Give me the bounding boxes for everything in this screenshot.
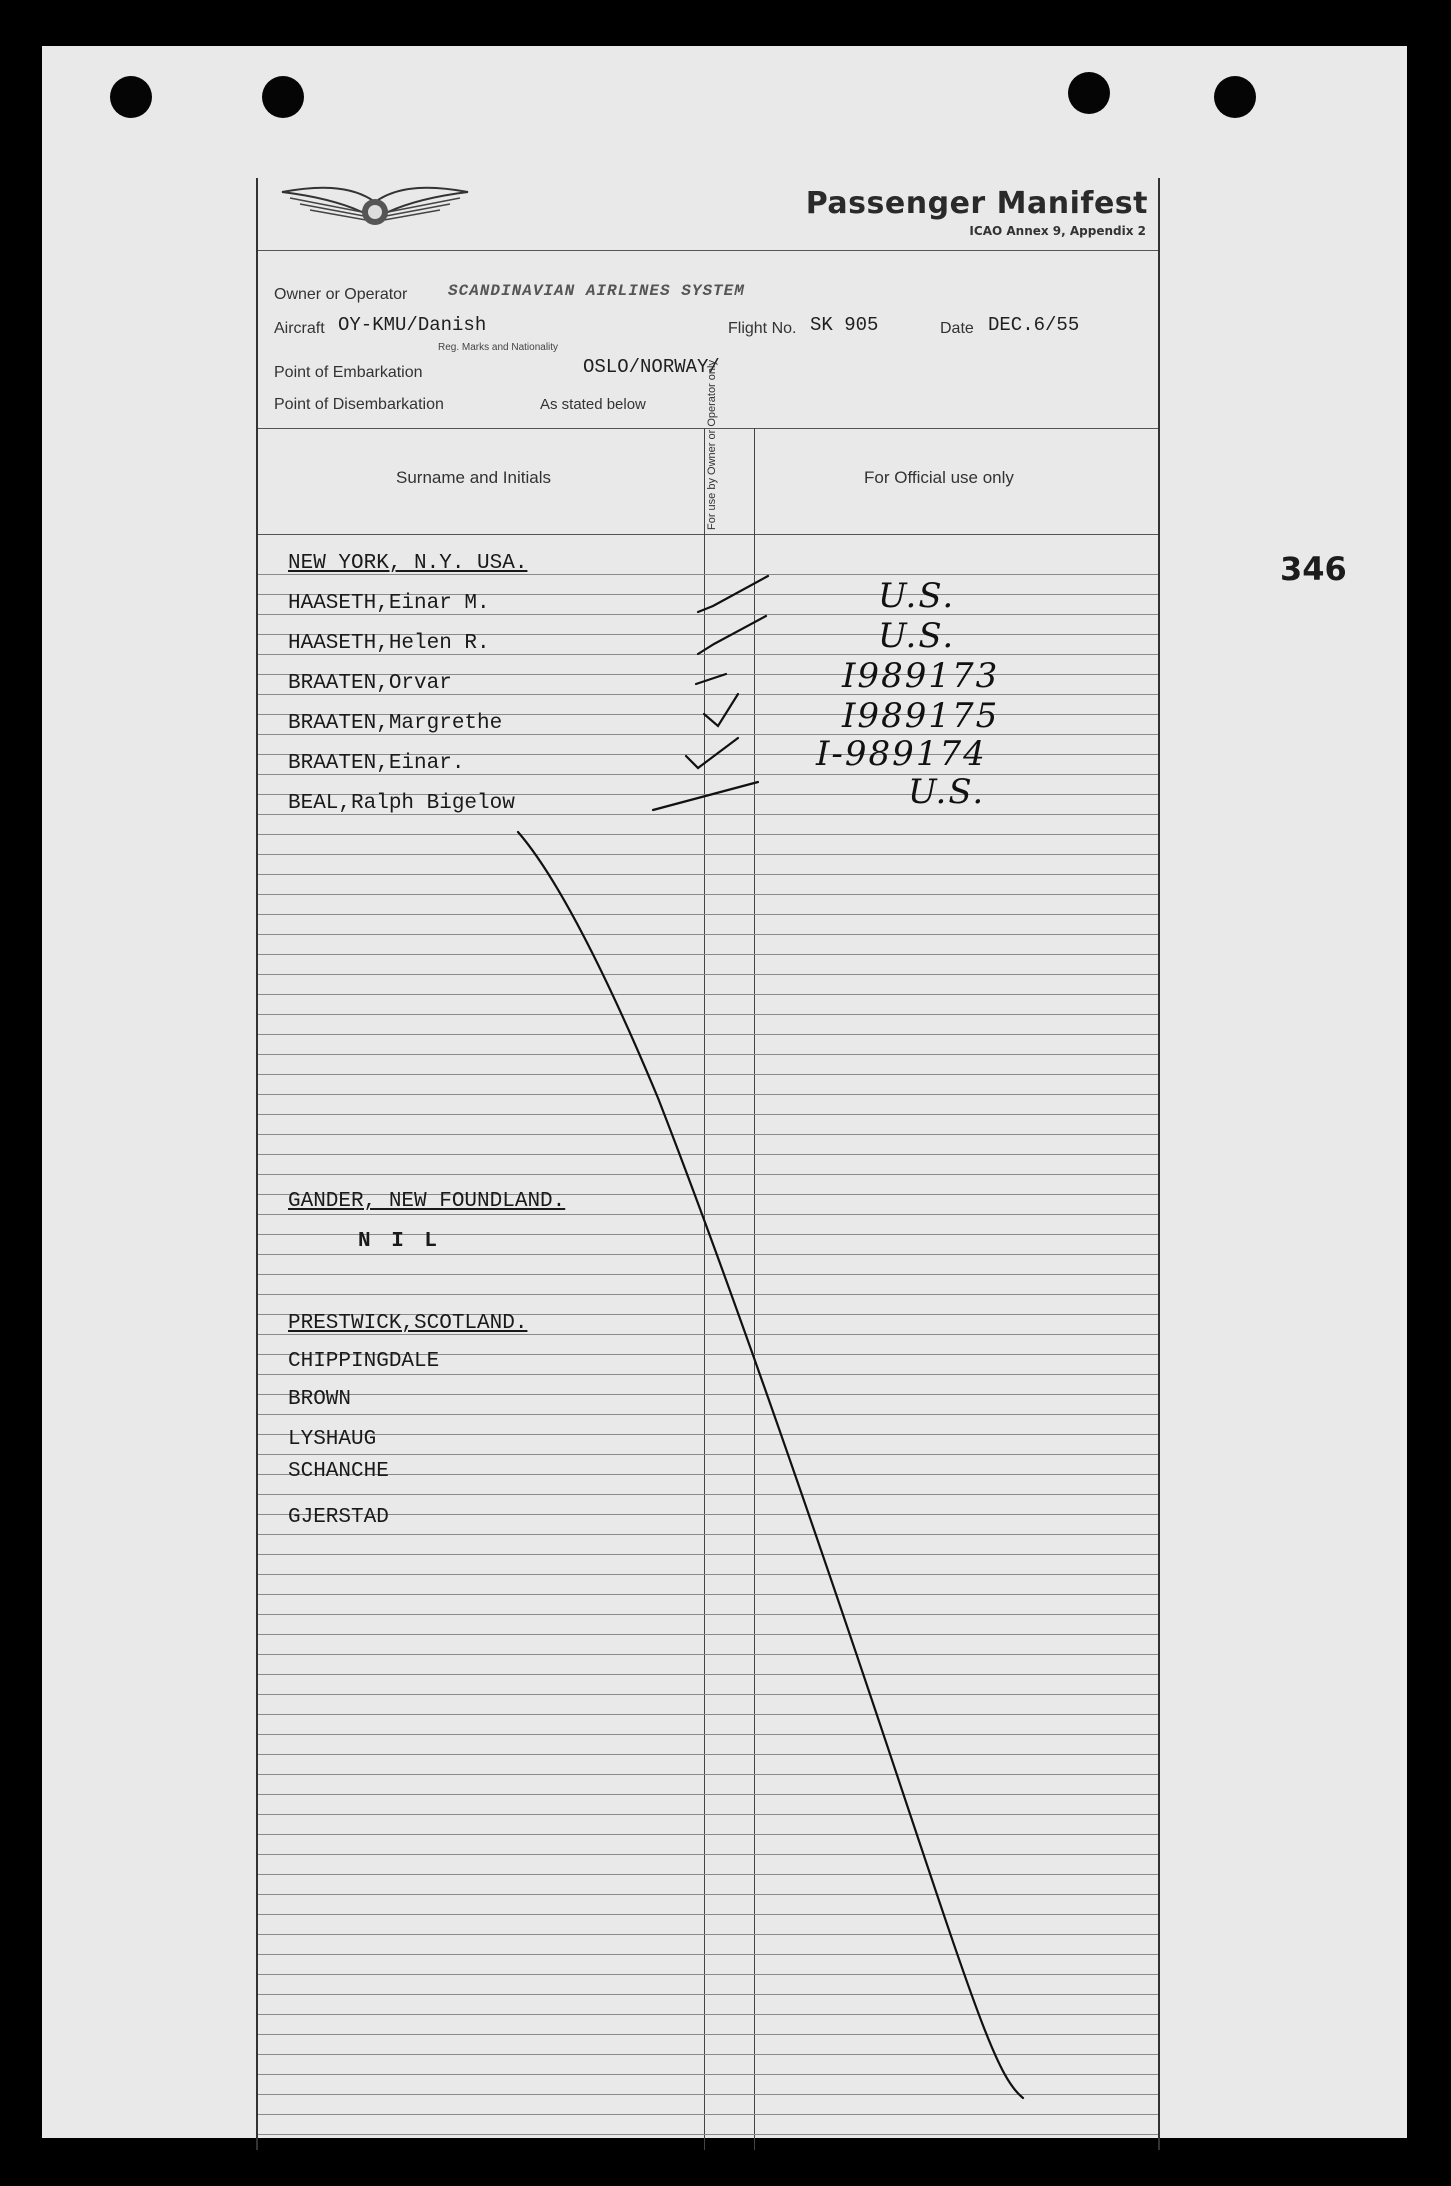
ruled-line — [258, 1014, 1158, 1015]
owner-use-column-header: For use by Owner or Operator only — [706, 360, 718, 530]
aircraft-value: OY-KMU/Danish — [338, 314, 487, 336]
manifest-subtitle: ICAO Annex 9, Appendix 2 — [969, 224, 1146, 238]
ruled-line — [258, 1534, 1158, 1535]
owner-value: SCANDINAVIAN AIRLINES SYSTEM — [448, 282, 745, 300]
ruled-line — [258, 1714, 1158, 1715]
ruled-line — [258, 2034, 1158, 2035]
nil-entry: N I L — [358, 1230, 442, 1253]
ruled-line — [258, 1674, 1158, 1675]
destination-heading-new-york: NEW YORK, N.Y. USA. — [288, 552, 528, 575]
ruled-line — [258, 1034, 1158, 1035]
ruled-line — [258, 1054, 1158, 1055]
ruled-line — [258, 1294, 1158, 1295]
ruled-line — [258, 934, 1158, 935]
ruled-line — [258, 1134, 1158, 1135]
ruled-line — [258, 1474, 1158, 1475]
official-note: I989175 — [842, 696, 1000, 736]
date-label: Date — [940, 320, 974, 337]
official-note: I-989174 — [816, 734, 987, 774]
ruled-line — [258, 894, 1158, 895]
ruled-line — [258, 1974, 1158, 1975]
ruled-line — [258, 2014, 1158, 2015]
passenger-entry: GJERSTAD — [288, 1506, 389, 1529]
ruled-line — [258, 954, 1158, 955]
passenger-entry: SCHANCHE — [288, 1460, 389, 1483]
passenger-entry: BEAL,Ralph Bigelow — [288, 792, 515, 815]
ruled-line — [258, 2074, 1158, 2075]
ruled-line — [258, 1734, 1158, 1735]
ruled-line — [258, 1094, 1158, 1095]
ruled-line — [258, 1994, 1158, 1995]
ruled-line — [258, 1494, 1158, 1495]
ruled-rows — [258, 178, 1158, 2150]
punch-hole — [262, 76, 304, 118]
reg-note: Reg. Marks and Nationality — [438, 342, 559, 353]
punch-hole — [1068, 72, 1110, 114]
ruled-line — [258, 1894, 1158, 1895]
passenger-entry: HAASETH,Einar M. — [288, 592, 490, 615]
official-note: U.S. — [878, 616, 956, 656]
ruled-line — [258, 1694, 1158, 1695]
ruled-line — [258, 1254, 1158, 1255]
official-column-header: For Official use only — [864, 468, 1014, 487]
ruled-line — [258, 1654, 1158, 1655]
punch-hole — [1214, 76, 1256, 118]
embarkation-value: OSLO/NORWAY/ — [583, 356, 720, 378]
disembarkation-value: As stated below — [540, 396, 646, 413]
ruled-line — [258, 1214, 1158, 1215]
ruled-line — [258, 1514, 1158, 1515]
aircraft-label: Aircraft — [274, 320, 325, 337]
surname-column-header: Surname and Initials — [396, 468, 551, 487]
ruled-line — [258, 1914, 1158, 1915]
passenger-entry: BRAATEN,Margrethe — [288, 712, 503, 735]
punch-hole — [110, 76, 152, 118]
ruled-line — [258, 1374, 1158, 1375]
ruled-line — [258, 974, 1158, 975]
ruled-line — [258, 1854, 1158, 1855]
flight-value: SK 905 — [810, 314, 879, 336]
passenger-entry: BROWN — [288, 1388, 352, 1411]
destination-heading-prestwick: PRESTWICK,SCOTLAND. — [288, 1312, 528, 1335]
ruled-line — [258, 1614, 1158, 1615]
ruled-line — [258, 2134, 1158, 2135]
ruled-line — [258, 1754, 1158, 1755]
ruled-line — [258, 1454, 1158, 1455]
official-note: U.S. — [878, 576, 956, 616]
ruled-line — [258, 914, 1158, 915]
ruled-line — [258, 1274, 1158, 1275]
owner-label: Owner or Operator — [274, 286, 408, 303]
embarkation-label: Point of Embarkation — [274, 364, 423, 381]
destination-heading-gander: GANDER, NEW FOUNDLAND. — [288, 1190, 566, 1213]
ruled-line — [258, 1554, 1158, 1555]
ruled-line — [258, 1874, 1158, 1875]
ruled-line — [258, 834, 1158, 835]
ruled-line — [258, 2114, 1158, 2115]
ruled-line — [258, 1594, 1158, 1595]
official-note: U.S. — [908, 772, 986, 812]
ruled-line — [258, 994, 1158, 995]
ruled-line — [258, 1574, 1158, 1575]
manifest-title: Passenger Manifest — [805, 186, 1148, 221]
ruled-line — [258, 1174, 1158, 1175]
ruled-line — [258, 2054, 1158, 2055]
ruled-line — [258, 1954, 1158, 1955]
ruled-line — [258, 2094, 1158, 2095]
ruled-line — [258, 874, 1158, 875]
manifest-form — [256, 178, 1160, 2150]
passenger-entry: BRAATEN,Einar. — [288, 752, 465, 775]
ruled-line — [258, 1814, 1158, 1815]
passenger-entry: HAASETH,Helen R. — [288, 632, 490, 655]
ruled-line — [258, 1154, 1158, 1155]
flight-label: Flight No. — [728, 320, 797, 337]
disembarkation-label: Point of Disembarkation — [274, 396, 444, 413]
ruled-line — [258, 1834, 1158, 1835]
ruled-line — [258, 1934, 1158, 1935]
ruled-line — [258, 1774, 1158, 1775]
passenger-entry: BRAATEN,Orvar — [288, 672, 452, 695]
ruled-line — [258, 1394, 1158, 1395]
passenger-entry: CHIPPINGDALE — [288, 1350, 440, 1373]
ruled-line — [258, 1074, 1158, 1075]
ruled-line — [258, 1434, 1158, 1435]
ruled-line — [258, 1414, 1158, 1415]
date-value: DEC.6/55 — [988, 314, 1080, 336]
ruled-line — [258, 1634, 1158, 1635]
ruled-line — [258, 1114, 1158, 1115]
official-note: I989173 — [842, 656, 1000, 696]
passenger-entry: LYSHAUG — [288, 1428, 377, 1451]
ruled-line — [258, 1794, 1158, 1795]
page-number: 346 — [1280, 550, 1347, 588]
ruled-line — [258, 854, 1158, 855]
